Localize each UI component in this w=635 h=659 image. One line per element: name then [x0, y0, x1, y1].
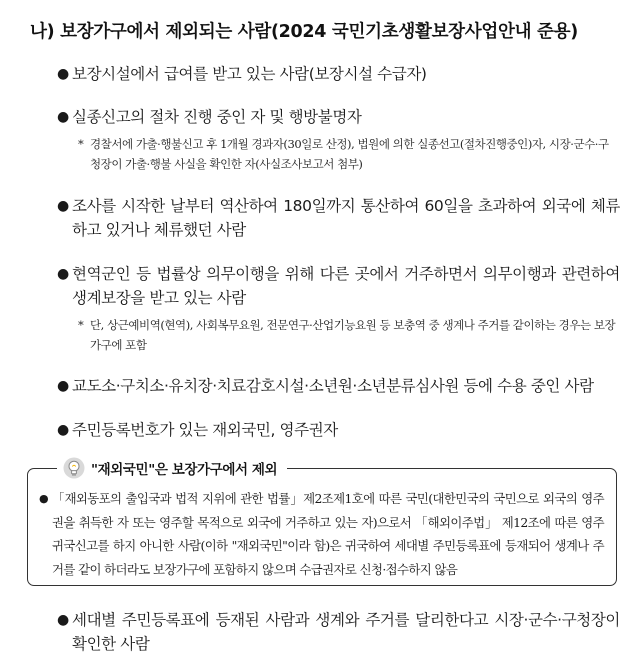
lightbulb-icon [63, 457, 85, 479]
list-item [57, 62, 620, 86]
info-box-title [57, 456, 287, 480]
list-item [57, 194, 620, 242]
list-item [57, 418, 620, 442]
section-heading: 나) 보장가구에서 제외되는 사람(2024 국민기초생활보장사업안내 준용) [30, 22, 578, 42]
info-box-body [39, 487, 604, 581]
list-item [57, 262, 620, 310]
list-item-text: 교도소·구치소·유치장·치료감호시설·소년원·소년분류심사원 등에 수용 중인 사람 [72, 377, 594, 395]
asterisk-icon: * [78, 318, 84, 332]
note-text: 단, 상근예비역(현역), 사회복무요원, 전문연구·산업기능요원 등 보충역 중 생계나 주거를 같이하는 경우는 보장가구에 포함 [90, 318, 616, 352]
list-item-text: 실종신고의 절차 진행 중인 자 및 행방불명자 [72, 108, 362, 126]
note-text: 경찰서에 가출·행불신고 후 1개월 경과자(30일로 산정), 법원에 의한 실종선고(절차진행중인)자, 시장·군수·구청장이 가출·행불 사실을 확인한 자(사실조사보고서 첨부) [90, 137, 609, 171]
list-item [57, 105, 620, 129]
list-item-text: 보장시설에서 급여를 받고 있는 사람(보장시설 수급자) [72, 65, 427, 83]
bullet-icon: ● [57, 612, 69, 628]
note [78, 315, 618, 355]
bullet-icon: ● [57, 109, 69, 125]
list-item-text: 세대별 주민등록표에 등재된 사람과 생계와 주거를 달리한다고 시장·군수·구청장이 확인한 사람 [72, 611, 620, 653]
list-item [57, 374, 620, 398]
bullet-icon: ● [57, 422, 69, 438]
list-item-text: 현역군인 등 법률상 의무이행을 위해 다른 곳에서 거주하면서 의무이행과 관련하여 생계보장을 받고 있는 사람 [72, 265, 620, 307]
info-box-title-text: "재외국민"은 보장가구에서 제외 [91, 462, 278, 478]
list-item [57, 608, 620, 656]
bullet-icon: ● [57, 66, 69, 82]
asterisk-icon: * [78, 137, 84, 151]
bullet-icon: ● [39, 492, 48, 505]
bullet-icon: ● [57, 198, 69, 214]
info-box-text: 「재외동포의 출입국과 법적 지위에 관한 법률」제2조제1호에 따른 국민(대한민국의 국민으로 외국의 영주권을 취득한 자 또는 영주할 목적으로 외국에 거주하고 있는 자)으로서 「해외이주법」 제12조에 따른 영주 귀국신고를 하지 아니한 사람(이하 "재외국민"이라 함)은 귀국하여 세대별 주민등록표에 등재되어 생계나 주거를 같이 하더라도 보장가구에 포함하지 않으며 수급권자로 신청·접수하지 않음 [52, 491, 604, 577]
bullet-icon: ● [57, 266, 69, 282]
list-item-text: 주민등록번호가 있는 재외국민, 영주권자 [72, 421, 338, 439]
note [78, 134, 618, 174]
bullet-icon: ● [57, 378, 69, 394]
list-item-text: 조사를 시작한 날부터 역산하여 180일까지 통산하여 60일을 초과하여 외국에 체류하고 있거나 체류했던 사람 [72, 197, 620, 239]
